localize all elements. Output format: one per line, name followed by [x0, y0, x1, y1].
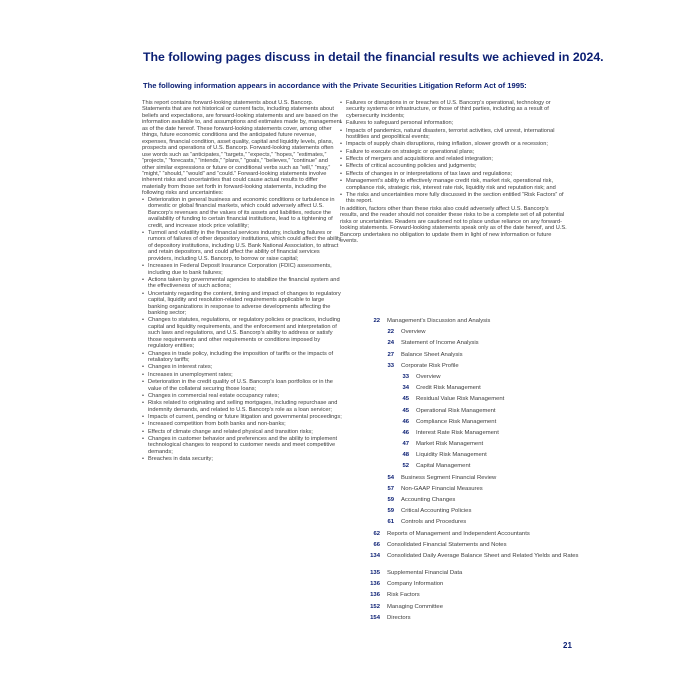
toc-page-number: 136 [370, 581, 380, 588]
toc-entry[interactable] [364, 592, 594, 603]
toc-label: Non-GAAP Financial Measures [401, 485, 483, 492]
toc-entry[interactable] [364, 396, 594, 407]
toc-page-number: 59 [387, 508, 394, 515]
toc-entry[interactable] [364, 363, 594, 374]
risk-list-item: • Effects of critical accounting policies and judgments; [340, 163, 568, 169]
risk-list-item: • Failures or disruptions in or breaches of U.S. Bancorp’s operational, technology or security systems or infrastructure, or those of third parties, including as a result of cybersecurity incidents; [340, 100, 568, 119]
risk-list-item: • Uncertainty regarding the content, timing and impact of changes to regulatory capital, liquidity and resolution-related requirements applicable to large banking organizations in response to adverse developments affecting the banking sector; [142, 291, 342, 317]
left-risk-list [142, 197, 342, 463]
risk-list-item: • Breaches in data security; [142, 456, 342, 462]
toc-label: Market Risk Management [416, 441, 484, 448]
risk-list-item: • Failure to execute on strategic or operational plans; [340, 149, 568, 155]
toc-entry[interactable] [364, 385, 594, 396]
risk-list-item: • Deterioration in the credit quality of U.S. Bancorp’s loan portfolios or in the value of the collateral securing those loans; [142, 379, 342, 392]
toc-label: Liquidity Risk Management [416, 452, 487, 459]
toc-entry[interactable] [364, 408, 594, 419]
risk-list-item: • Increased competition from both banks and non-banks; [142, 421, 342, 427]
toc-label: Reports of Management and Independent Accountants [387, 530, 530, 537]
risk-list-item: • Impacts of pandemics, natural disasters, terrorist activities, civil unrest, international hostilities and geopolitical events; [340, 128, 568, 141]
toc-label: Balance Sheet Analysis [401, 351, 463, 358]
toc-page-number: 152 [370, 603, 380, 610]
toc-page-number: 66 [373, 541, 380, 548]
toc-page-number: 48 [402, 452, 409, 459]
risk-list-item: • Changes in customer behavior and preferences and the ability to implement technological changes to respond to customer needs and meet competitive demands; [142, 436, 342, 455]
toc-label: Capital Management [416, 463, 471, 470]
toc-page-number: 22 [373, 318, 380, 324]
toc-label: Credit Risk Management [416, 385, 481, 392]
toc-page-number: 136 [370, 592, 380, 599]
toc-page-number: 57 [387, 485, 394, 492]
toc-label: Compliance Risk Management [416, 418, 497, 425]
toc-page-number: 47 [402, 441, 409, 448]
toc-label: Residual Value Risk Management [416, 396, 505, 403]
toc-entry[interactable] [364, 542, 594, 553]
toc-label: Supplemental Financial Data [387, 569, 463, 576]
toc-label: Operational Risk Management [416, 407, 496, 414]
toc-label: Consolidated Daily Average Balance Sheet and Related Yields and Rates [387, 552, 579, 559]
toc-page-number: 24 [387, 340, 394, 347]
toc-label: Management’s Discussion and Analysis [387, 318, 491, 324]
risk-list-item: • Increases in unemployment rates; [142, 372, 342, 378]
toc-label: Overview [401, 329, 426, 336]
toc-entry[interactable] [364, 430, 594, 441]
risk-list-item: • Failures to safeguard personal information; [340, 120, 568, 126]
toc-page-number: 45 [402, 396, 409, 403]
toc-page-number: 52 [402, 463, 409, 470]
toc-label: Accounting Changes [401, 497, 456, 503]
toc-page-number: 34 [402, 385, 409, 392]
closing-paragraph: In addition, factors other than these risks also could adversely affect U.S. Bancorp’s results, and the reader should not consider these risks to be a complete set of all potential risks or uncertainties. Readers are cautioned not to place undue reliance on any forward-looking statements. Forward-looking statements speak only as of the date hereof, and U.S. Bancorp undertakes no obligation to update them in light of new information or future events. [340, 205, 567, 244]
section-subheading: The following information appears in accordance with the Private Securities Litigation Reform Act of 1995: [143, 81, 527, 90]
toc-entry[interactable] [364, 463, 594, 474]
toc-page-number: 46 [402, 429, 409, 436]
toc-label: Corporate Risk Profile [401, 362, 459, 369]
toc-page-number: 22 [387, 329, 394, 336]
toc-page-number: 54 [387, 474, 394, 481]
toc-entry[interactable] [364, 581, 594, 592]
toc-label: Business Segment Financial Review [401, 474, 497, 481]
risk-list-item: • Impacts of supply chain disruptions, rising inflation, slower growth or a recession; [340, 141, 568, 147]
toc-entry[interactable] [364, 340, 594, 351]
toc-label: Risk Factors [387, 592, 420, 599]
toc-page-number: 59 [387, 497, 394, 503]
left-text-column [142, 100, 342, 464]
right-risk-list [340, 100, 568, 205]
toc-label: Consolidated Financial Statements and Notes [387, 541, 507, 548]
toc-page-number: 45 [402, 407, 409, 414]
toc-page-number: 135 [370, 569, 380, 576]
toc-entry[interactable] [364, 486, 594, 497]
risk-list-item: • Effects of changes in or interpretations of tax laws and regulations; [340, 171, 568, 177]
toc-label: Directors [387, 614, 411, 621]
toc-entry[interactable] [364, 318, 594, 329]
risk-list-item: • Increases in Federal Deposit Insurance Corporation (FDIC) assessments, including due to bank failures; [142, 263, 342, 276]
toc-entry[interactable] [364, 374, 594, 385]
toc-page-number: 154 [370, 614, 380, 621]
toc-entry[interactable] [364, 570, 594, 581]
toc-label: Company Information [387, 581, 444, 588]
table-of-contents [364, 318, 594, 626]
toc-page-number: 33 [387, 362, 394, 369]
page-headline: The following pages discuss in detail the financial results we achieved in 2024. [143, 50, 604, 64]
toc-label: Overview [416, 373, 441, 380]
right-text-column [340, 100, 568, 244]
toc-entry[interactable] [364, 441, 594, 452]
page-number: 21 [563, 641, 572, 650]
toc-label: Managing Committee [387, 603, 443, 610]
risk-list-item: • Effects of mergers and acquisitions and related integration; [340, 156, 568, 162]
toc-page-number: 27 [387, 351, 394, 358]
toc-entry[interactable] [364, 553, 594, 570]
risk-list-item: • Deterioration in general business and economic conditions or turbulence in domestic or global financial markets, which could adversely affect U.S. Bancorp’s revenues and the values of its assets and liabilities, reduce the availability of funding to certain financial institutions, lead to a tightening of credit, and increase stock price volatility; [142, 197, 342, 229]
toc-page-number: 134 [370, 552, 380, 559]
risk-list-item: • Changes to statutes, regulations, or regulatory policies or practices, including capital and liquidity requirements, and the enforcement and interpretation of such laws and regulations, and U.S. Bancorp’s ability to address or satisfy those requirements and other requirements or conditions imposed by regulatory entities; [142, 317, 342, 349]
toc-page-number: 61 [387, 519, 394, 526]
risk-list-item: • Changes in trade policy, including the imposition of tariffs or the impacts of retaliatory tariffs; [142, 351, 342, 364]
toc-entry[interactable] [364, 452, 594, 463]
toc-page-number: 62 [373, 530, 380, 537]
toc-label: Critical Accounting Policies [401, 508, 472, 515]
risk-list-item: • Changes in interest rates; [142, 364, 342, 370]
risk-list-item: • Impacts of current, pending or future litigation and governmental proceedings; [142, 414, 342, 420]
toc-entry[interactable] [364, 508, 594, 519]
risk-list-item: • Actions taken by governmental agencies to stabilize the financial system and the effectiveness of such actions; [142, 277, 342, 290]
toc-entry[interactable] [364, 352, 594, 363]
risk-list-item: • The risks and uncertainties more fully discussed in the section entitled “Risk Factors” of this report. [340, 192, 568, 205]
toc-entry[interactable] [364, 531, 594, 542]
intro-paragraph: This report contains forward-looking statements about U.S. Bancorp. Statements that are not historical or current facts, including statements about beliefs and expectations, are forward-looking statements and are based on the information available to, and assumptions and estimates made by, management as of the date hereof. These forward-looking statements cover, among other things, future economic conditions and the anticipated future revenue, expenses, financial condition, asset quality, capital and liquidity levels, plans, prospects and operations of U.S. Bancorp. Forward-looking statements often use words such as “anticipates,” “targets,” “expects,” “hopes,” “estimates,” “projects,” “forecasts,” “intends,” “plans,” “goals,” “believes,” “continue” and other similar expressions or future or conditional verbs such as “will,” “may,” “might,” “should,” “would” and “could.” Forward-looking statements involve inherent risks and uncertainties that could cause actual results to differ materially from those set forth in forward-looking statements, including the following risks and uncertainties: [142, 100, 342, 197]
toc-label: Interest Rate Risk Management [416, 429, 499, 436]
toc-entry[interactable] [364, 497, 594, 508]
toc-label: Controls and Procedures [401, 519, 467, 526]
toc-entry[interactable] [364, 604, 594, 615]
risk-list-item: • Risks related to originating and selling mortgages, including repurchase and indemnity demands, and related to U.S. Bancorp’s role as a loan servicer; [142, 400, 342, 413]
toc-page-number: 46 [402, 418, 409, 425]
risk-list-item: • Turmoil and volatility in the financial services industry, including failures or rumors of failures of other depository institutions, which could affect the ability of depository institutions, including U.S. Bank National Association, to attract and retain depositors, and could affect the ability of financial services providers, including U.S. Bancorp, to borrow or raise capital; [142, 230, 342, 262]
risk-list-item: • Management’s ability to effectively manage credit risk, market risk, operational risk, compliance risk, strategic risk, interest rate risk, liquidity risk and reputation risk; and [340, 178, 568, 191]
risk-list-item: • Effects of climate change and related physical and transition risks; [142, 429, 342, 435]
toc-entry[interactable] [364, 329, 594, 340]
toc-entry[interactable] [364, 519, 594, 530]
toc-label: Statement of Income Analysis [401, 340, 479, 347]
toc-entry[interactable] [364, 475, 594, 486]
toc-entry[interactable] [364, 615, 594, 626]
toc-page-number: 33 [402, 373, 409, 380]
risk-list-item: • Changes in commercial real estate occupancy rates; [142, 393, 342, 399]
toc-entry[interactable] [364, 419, 594, 430]
